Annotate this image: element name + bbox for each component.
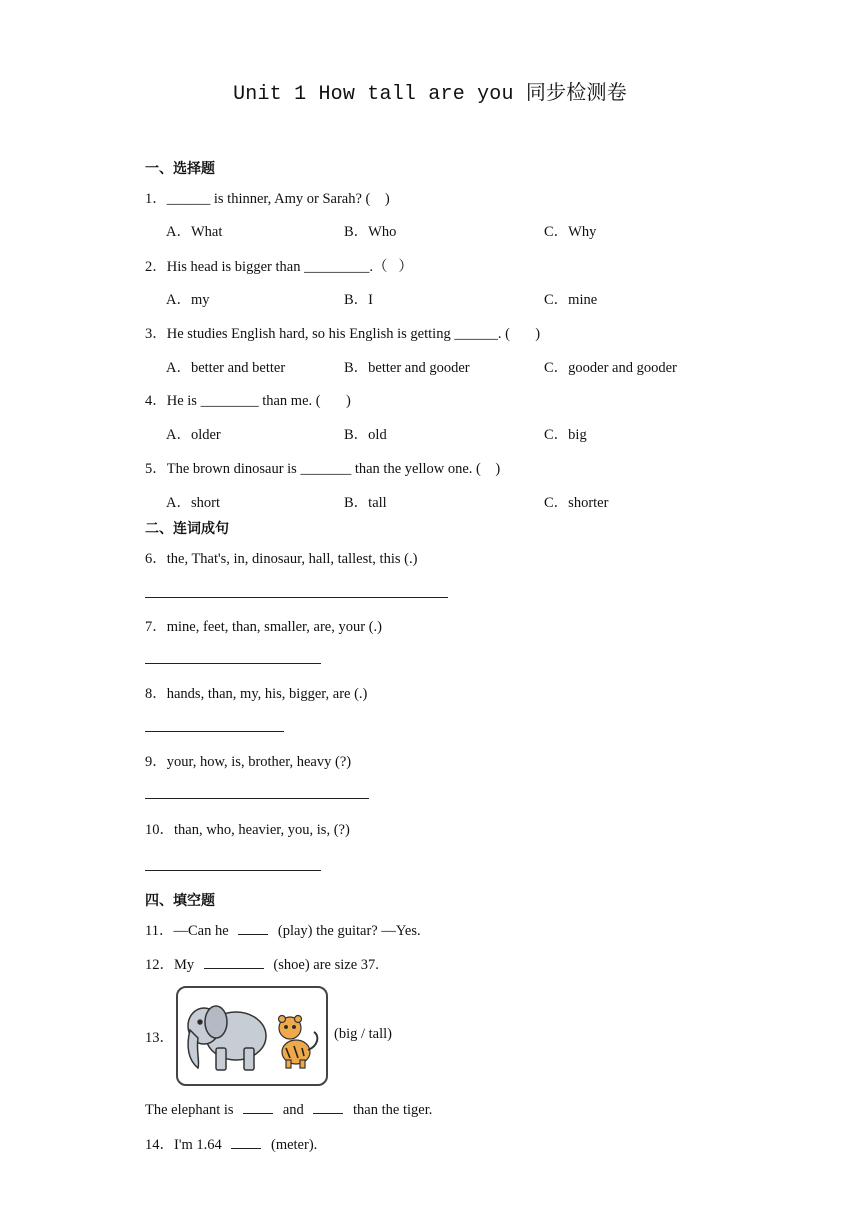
option-a: A．my <box>166 292 210 308</box>
answer-blank-2[interactable] <box>313 1099 343 1114</box>
question-number: 9． <box>145 754 167 770</box>
sentence-text: and <box>282 1102 304 1118</box>
question-number: 3． <box>145 326 167 342</box>
answer-line[interactable] <box>145 798 369 799</box>
option-c: C．gooder and gooder <box>544 360 677 376</box>
question-hint: (play) the guitar? —Yes. <box>277 923 421 939</box>
question-number: 1． <box>145 191 167 207</box>
question-13-sentence <box>145 1099 432 1119</box>
section-heading-sentence-order: 二、连词成句 <box>145 521 229 537</box>
question-text: He studies English hard, so his English is getting ______. ( ) <box>166 326 541 342</box>
question-7 <box>145 615 382 636</box>
option-b: B．Who <box>344 224 397 240</box>
elephant-tiger-picture <box>176 986 328 1086</box>
picture-svg <box>178 988 326 1084</box>
answer-line[interactable] <box>145 731 284 732</box>
option-b: B．tall <box>344 495 387 511</box>
answer-blank[interactable] <box>204 954 264 969</box>
option-b: B．better and gooder <box>344 360 470 376</box>
option-a: A．better and better <box>166 360 286 376</box>
question-11 <box>145 919 421 940</box>
question-10 <box>145 818 350 839</box>
answer-line[interactable] <box>145 870 321 871</box>
question-text: your, how, is, brother, heavy (?) <box>166 754 352 770</box>
question-number: 4． <box>145 393 167 409</box>
question-text: —Can he <box>173 923 229 939</box>
section-heading-choice: 一、选择题 <box>145 161 215 177</box>
option-b: B．old <box>344 427 387 443</box>
answer-line[interactable] <box>145 597 448 598</box>
option-a: A．short <box>166 495 220 511</box>
question-number: 7． <box>145 619 167 635</box>
question-text: The brown dinosaur is _______ than the yellow one. ( ) <box>166 461 501 477</box>
option-c: C．mine <box>544 292 598 308</box>
question-number: 8． <box>145 686 167 702</box>
question-number: 14． <box>145 1137 174 1153</box>
option-a: A．older <box>166 427 221 443</box>
question-text: hands, than, my, his, bigger, are (.) <box>166 686 368 702</box>
question-text: the, That's, in, dinosaur, hall, tallest, this (.) <box>166 551 418 567</box>
answer-blank-1[interactable] <box>243 1099 273 1114</box>
question-number: 6． <box>145 551 167 567</box>
option-b: B．I <box>344 292 373 308</box>
option-c: C．Why <box>544 224 597 240</box>
answer-line[interactable] <box>145 663 321 664</box>
question-12 <box>145 953 379 974</box>
question-text: He is ________ than me. ( ) <box>166 393 351 409</box>
tiger-icon <box>279 1016 318 1069</box>
question-2 <box>145 255 413 276</box>
answer-blank[interactable] <box>238 920 268 935</box>
elephant-icon <box>188 1006 266 1070</box>
question-9 <box>145 750 351 771</box>
section-heading-fill-blank: 四、填空题 <box>145 893 215 909</box>
question-hint: (meter). <box>270 1137 318 1153</box>
question-3 <box>145 322 540 343</box>
question-number: 12． <box>145 957 174 973</box>
question-14 <box>145 1133 317 1154</box>
question-hint: (big / tall) <box>334 1026 392 1042</box>
option-c: C．big <box>544 427 587 443</box>
question-text: mine, feet, than, smaller, are, your (.) <box>166 619 382 635</box>
question-1 <box>145 187 390 208</box>
question-text: My <box>174 957 195 973</box>
question-number: 11． <box>145 923 174 939</box>
question-4 <box>145 389 351 410</box>
answer-blank[interactable] <box>231 1134 261 1149</box>
question-5 <box>145 457 500 478</box>
question-number: 10． <box>145 822 174 838</box>
question-number: 2． <box>145 259 167 275</box>
question-hint: (shoe) are size 37. <box>273 957 379 973</box>
question-8 <box>145 682 367 703</box>
option-a: A．What <box>166 224 223 240</box>
question-text: I'm 1.64 <box>174 1137 222 1153</box>
page-title: Unit 1 How tall are you 同步检测卷 <box>233 83 627 106</box>
question-number: 5． <box>145 461 167 477</box>
question-6 <box>145 547 417 568</box>
question-text: His head is bigger than _________.（ ） <box>166 259 413 275</box>
question-13-number: 13． <box>145 1030 174 1046</box>
question-text: than, who, heavier, you, is, (?) <box>174 822 350 838</box>
question-text: ______ is thinner, Amy or Sarah? ( ) <box>166 191 390 207</box>
sentence-text: The elephant is <box>145 1102 234 1118</box>
sentence-text: than the tiger. <box>353 1102 433 1118</box>
option-c: C．shorter <box>544 495 609 511</box>
